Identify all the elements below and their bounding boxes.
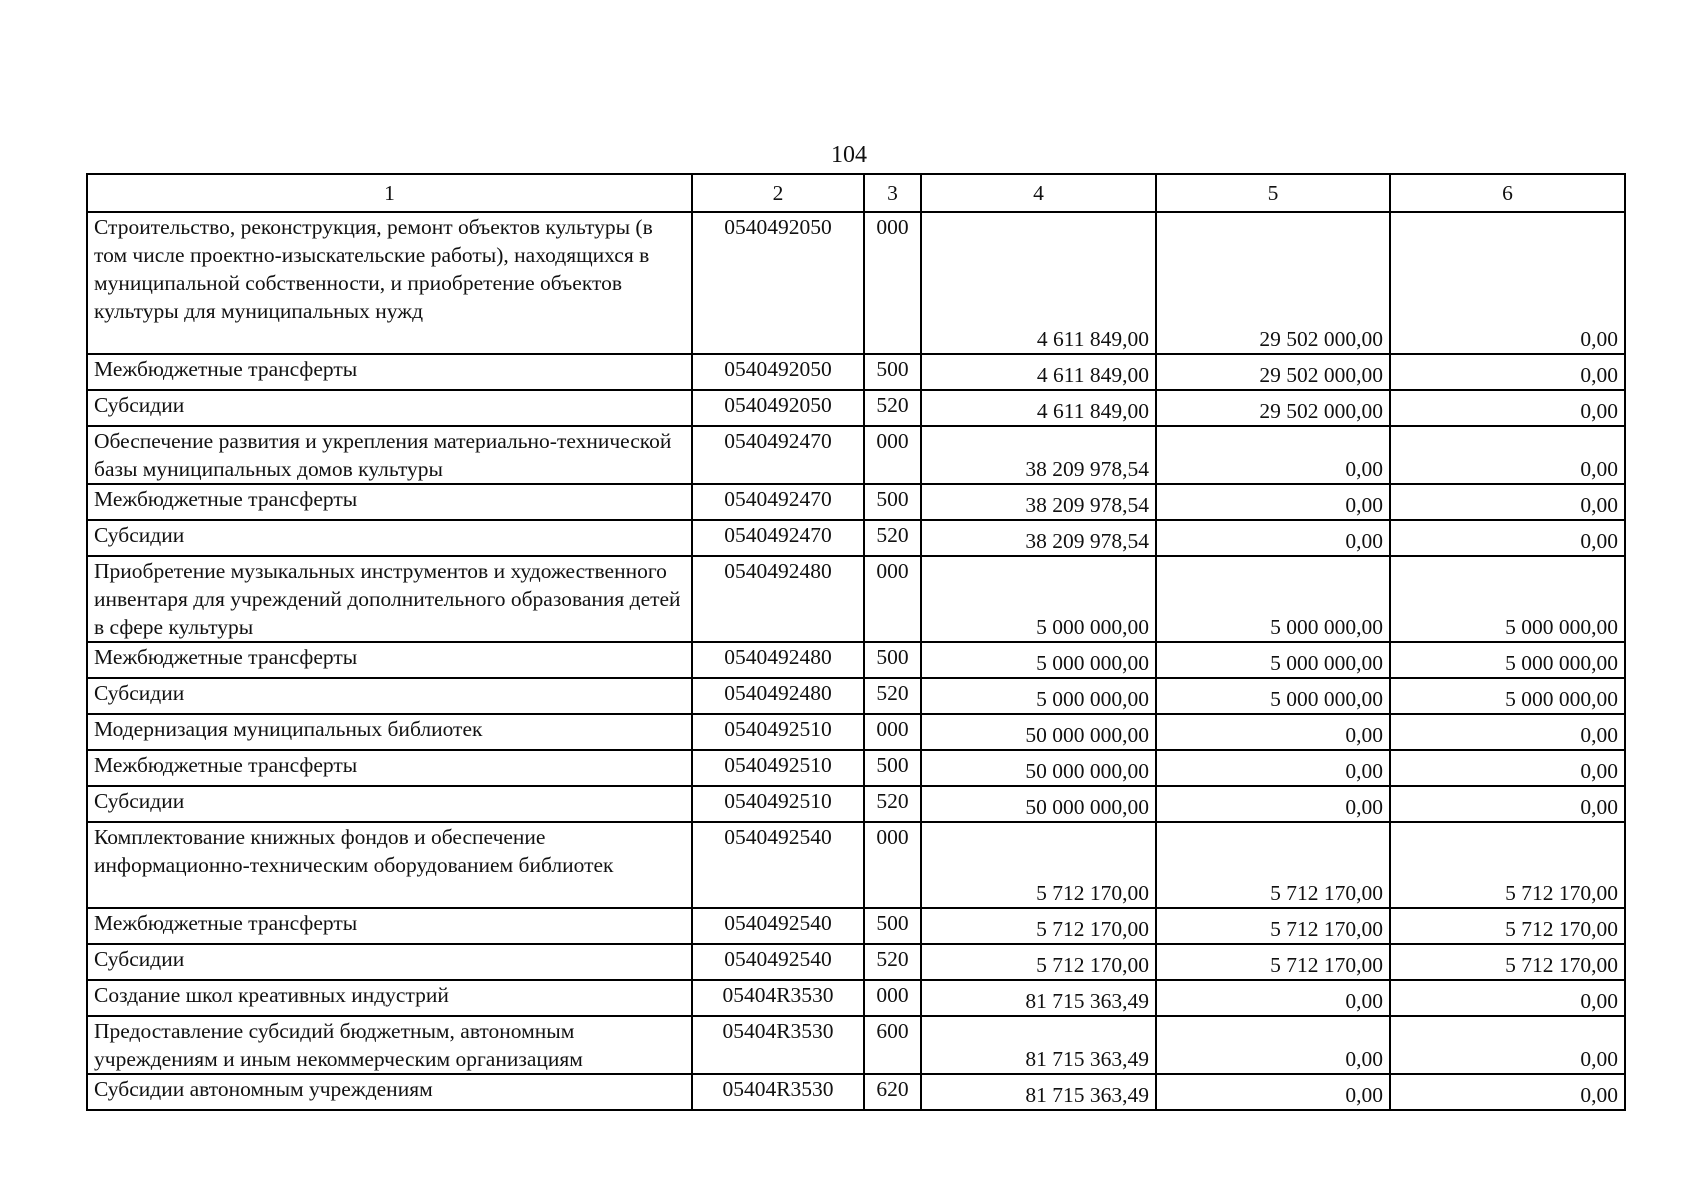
page-number: 104: [831, 142, 867, 168]
row-value-col5: 0,00: [1156, 426, 1390, 484]
header-cell: 1: [87, 174, 692, 212]
row-value-col5: 5 000 000,00: [1156, 678, 1390, 714]
header-cell: 2: [692, 174, 864, 212]
row-value-col5: 0,00: [1156, 750, 1390, 786]
row-value-col6: 5 712 170,00: [1390, 822, 1625, 908]
row-value-col4: 5 000 000,00: [921, 556, 1156, 642]
row-value-col6: 0,00: [1390, 520, 1625, 556]
row-value-col5: 29 502 000,00: [1156, 390, 1390, 426]
row-value-col4: 38 209 978,54: [921, 426, 1156, 484]
row-value-col4: 81 715 363,49: [921, 1016, 1156, 1074]
row-value-col5: 5 712 170,00: [1156, 822, 1390, 908]
row-name-cell: Субсидии: [87, 390, 692, 426]
row-value-col5: 5 000 000,00: [1156, 642, 1390, 678]
table-row: [87, 426, 1625, 484]
row-type-cell: 520: [864, 678, 921, 714]
row-value-col6: 0,00: [1390, 484, 1625, 520]
row-value-col6: 5 712 170,00: [1390, 944, 1625, 980]
row-type-cell: 500: [864, 354, 921, 390]
row-code-cell: 0540492540: [692, 944, 864, 980]
header-row: [87, 174, 1625, 212]
row-code-cell: 0540492470: [692, 484, 864, 520]
row-code-cell: 0540492510: [692, 750, 864, 786]
row-name-cell: Субсидии автономным учреждениям: [87, 1074, 692, 1110]
row-value-col5: 0,00: [1156, 484, 1390, 520]
row-value-col5: 0,00: [1156, 980, 1390, 1016]
row-value-col4: 5 000 000,00: [921, 678, 1156, 714]
row-value-col5: 0,00: [1156, 520, 1390, 556]
row-value-col6: 0,00: [1390, 212, 1625, 354]
table-row: [87, 556, 1625, 642]
row-code-cell: 0540492050: [692, 354, 864, 390]
row-type-cell: 000: [864, 556, 921, 642]
table-row: [87, 908, 1625, 944]
row-value-col5: 0,00: [1156, 714, 1390, 750]
row-value-col6: 5 000 000,00: [1390, 678, 1625, 714]
row-type-cell: 000: [864, 980, 921, 1016]
row-value-col4: 5 712 170,00: [921, 944, 1156, 980]
row-name-cell: Субсидии: [87, 520, 692, 556]
row-code-cell: 0540492480: [692, 642, 864, 678]
row-value-col6: 0,00: [1390, 354, 1625, 390]
table-row: [87, 678, 1625, 714]
budget-table: [86, 173, 1626, 1111]
row-type-cell: 000: [864, 212, 921, 354]
row-value-col6: 0,00: [1390, 426, 1625, 484]
row-type-cell: 600: [864, 1016, 921, 1074]
row-name-cell: Субсидии: [87, 944, 692, 980]
row-type-cell: 620: [864, 1074, 921, 1110]
header-cell: 3: [864, 174, 921, 212]
row-value-col6: 0,00: [1390, 750, 1625, 786]
row-code-cell: 0540492540: [692, 822, 864, 908]
table-row: [87, 944, 1625, 980]
row-value-col4: 5 712 170,00: [921, 822, 1156, 908]
row-value-col6: 0,00: [1390, 390, 1625, 426]
table-row: [87, 750, 1625, 786]
table-row: [87, 520, 1625, 556]
row-value-col5: 29 502 000,00: [1156, 354, 1390, 390]
row-name-cell: Межбюджетные трансферты: [87, 354, 692, 390]
row-type-cell: 500: [864, 908, 921, 944]
row-value-col6: 5 000 000,00: [1390, 642, 1625, 678]
row-value-col4: 5 712 170,00: [921, 908, 1156, 944]
row-code-cell: 0540492480: [692, 678, 864, 714]
row-type-cell: 000: [864, 714, 921, 750]
table-row: [87, 980, 1625, 1016]
table-row: [87, 354, 1625, 390]
row-name-cell: Обеспечение развития и укрепления материально-технической базы муниципальных домов культуры: [87, 426, 692, 484]
row-name-cell: Субсидии: [87, 786, 692, 822]
row-name-cell: Предоставление субсидий бюджетным, автономным учреждениям и иным некоммерческим организациям: [87, 1016, 692, 1074]
row-code-cell: 0540492050: [692, 390, 864, 426]
row-value-col4: 50 000 000,00: [921, 786, 1156, 822]
header-cell: 6: [1390, 174, 1625, 212]
row-name-cell: Межбюджетные трансферты: [87, 484, 692, 520]
row-value-col5: 5 712 170,00: [1156, 908, 1390, 944]
row-type-cell: 520: [864, 390, 921, 426]
row-value-col4: 50 000 000,00: [921, 714, 1156, 750]
row-value-col4: 4 611 849,00: [921, 390, 1156, 426]
table-row: [87, 1074, 1625, 1110]
table-row: [87, 1016, 1625, 1074]
row-value-col5: 29 502 000,00: [1156, 212, 1390, 354]
row-value-col4: 81 715 363,49: [921, 1074, 1156, 1110]
row-value-col5: 0,00: [1156, 786, 1390, 822]
row-name-cell: Строительство, реконструкция, ремонт объектов культуры (в том числе проектно-изыскательские работы), находящихся в муниципальной собственности, и приобретение объектов культуры для муниципальных нужд: [87, 212, 692, 354]
table-row: [87, 212, 1625, 354]
row-name-cell: Межбюджетные трансферты: [87, 750, 692, 786]
row-code-cell: 05404R3530: [692, 1074, 864, 1110]
row-value-col6: 0,00: [1390, 786, 1625, 822]
row-code-cell: 0540492480: [692, 556, 864, 642]
table-row: [87, 714, 1625, 750]
row-type-cell: 000: [864, 822, 921, 908]
row-name-cell: Создание школ креативных индустрий: [87, 980, 692, 1016]
header-cell: 5: [1156, 174, 1390, 212]
row-code-cell: 0540492540: [692, 908, 864, 944]
row-value-col6: 0,00: [1390, 1074, 1625, 1110]
row-name-cell: Субсидии: [87, 678, 692, 714]
row-value-col5: 5 000 000,00: [1156, 556, 1390, 642]
row-name-cell: Модернизация муниципальных библиотек: [87, 714, 692, 750]
row-value-col4: 38 209 978,54: [921, 520, 1156, 556]
row-code-cell: 05404R3530: [692, 980, 864, 1016]
row-value-col6: 0,00: [1390, 980, 1625, 1016]
row-value-col4: 4 611 849,00: [921, 212, 1156, 354]
row-code-cell: 0540492470: [692, 520, 864, 556]
row-value-col5: 0,00: [1156, 1016, 1390, 1074]
table-row: [87, 822, 1625, 908]
row-type-cell: 520: [864, 786, 921, 822]
row-value-col4: 50 000 000,00: [921, 750, 1156, 786]
row-value-col6: 0,00: [1390, 714, 1625, 750]
header-cell: 4: [921, 174, 1156, 212]
row-type-cell: 000: [864, 426, 921, 484]
row-name-cell: Приобретение музыкальных инструментов и художественного инвентаря для учреждений дополнительного образования детей в сфере культуры: [87, 556, 692, 642]
row-value-col6: 5 712 170,00: [1390, 908, 1625, 944]
table-row: [87, 390, 1625, 426]
row-value-col4: 38 209 978,54: [921, 484, 1156, 520]
row-value-col4: 81 715 363,49: [921, 980, 1156, 1016]
table-row: [87, 484, 1625, 520]
row-code-cell: 0540492050: [692, 212, 864, 354]
row-type-cell: 520: [864, 944, 921, 980]
row-type-cell: 500: [864, 484, 921, 520]
row-value-col4: 5 000 000,00: [921, 642, 1156, 678]
row-type-cell: 500: [864, 642, 921, 678]
row-code-cell: 0540492470: [692, 426, 864, 484]
row-value-col6: 5 000 000,00: [1390, 556, 1625, 642]
row-value-col5: 0,00: [1156, 1074, 1390, 1110]
row-code-cell: 0540492510: [692, 786, 864, 822]
row-value-col6: 0,00: [1390, 1016, 1625, 1074]
row-name-cell: Межбюджетные трансферты: [87, 908, 692, 944]
row-type-cell: 500: [864, 750, 921, 786]
row-value-col5: 5 712 170,00: [1156, 944, 1390, 980]
row-code-cell: 0540492510: [692, 714, 864, 750]
row-code-cell: 05404R3530: [692, 1016, 864, 1074]
row-name-cell: Комплектование книжных фондов и обеспечение информационно-техническим оборудованием библиотек: [87, 822, 692, 908]
table-row: [87, 786, 1625, 822]
table-row: [87, 642, 1625, 678]
row-value-col4: 4 611 849,00: [921, 354, 1156, 390]
row-type-cell: 520: [864, 520, 921, 556]
row-name-cell: Межбюджетные трансферты: [87, 642, 692, 678]
